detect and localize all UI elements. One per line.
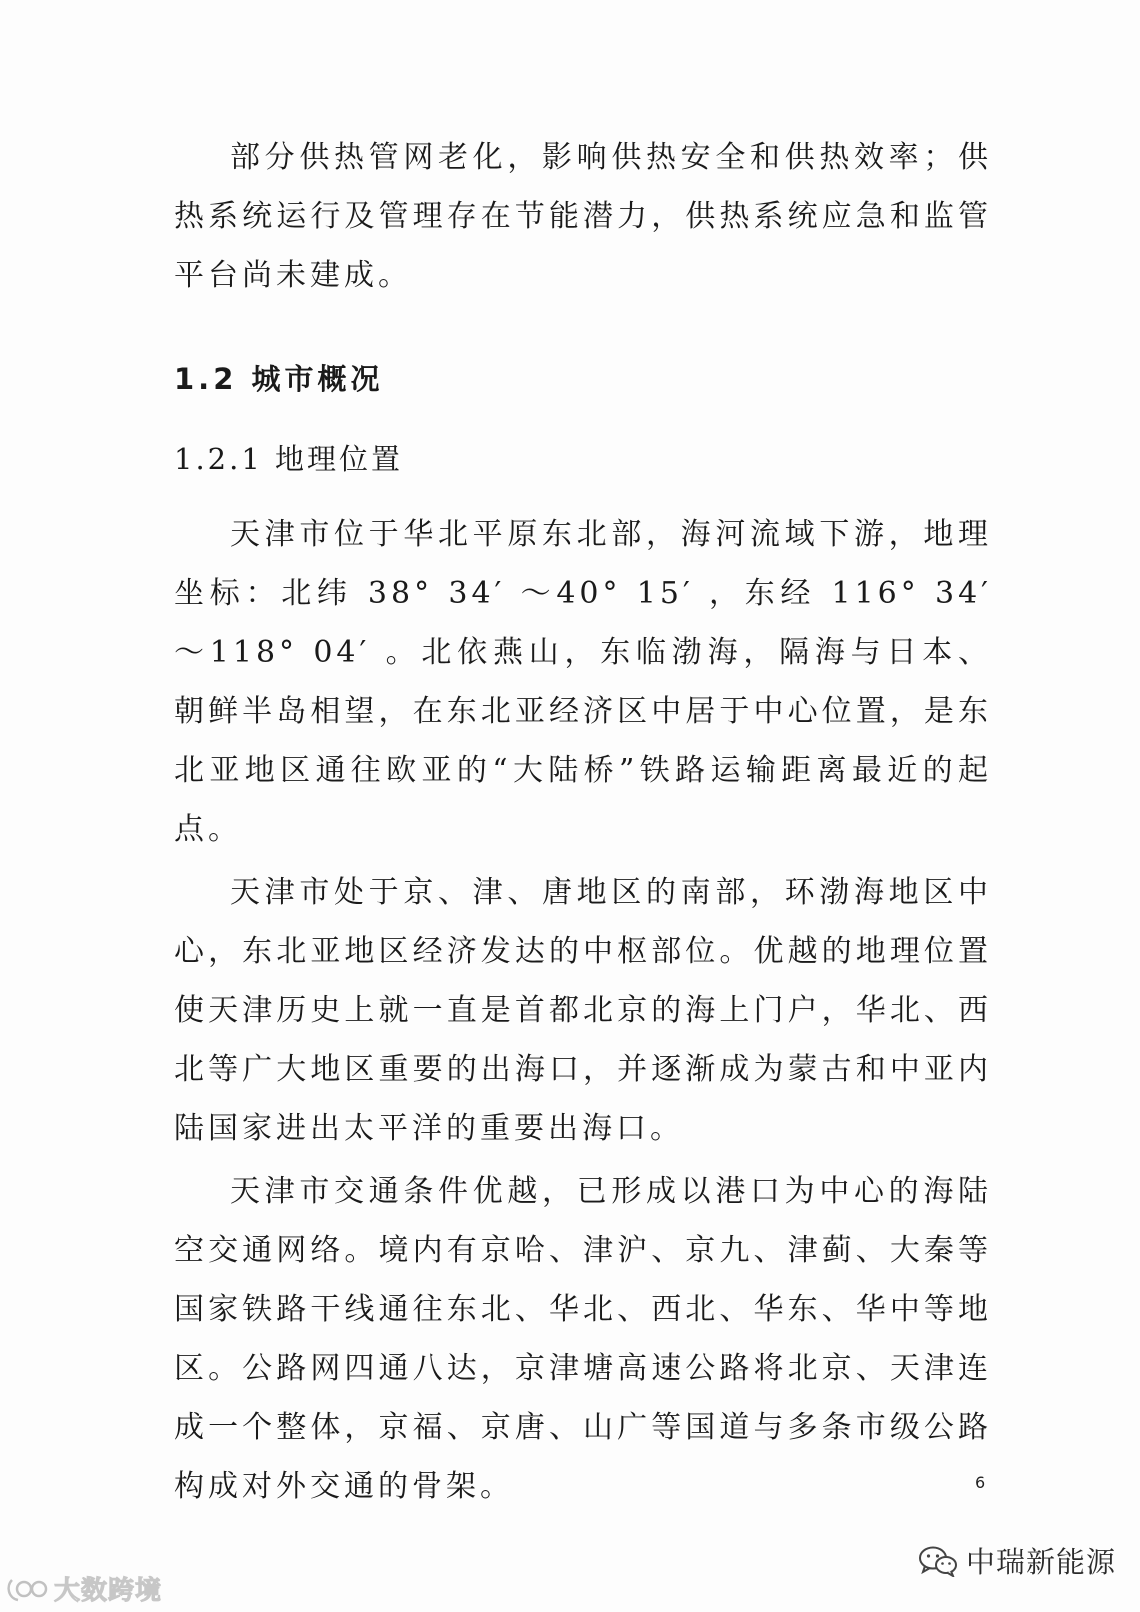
page-number: 6 bbox=[975, 1473, 986, 1492]
wechat-icon bbox=[918, 1545, 958, 1577]
paragraph-geo-region: 天津市处于京、津、唐地区的南部，环渤海地区中心，东北亚地区经济发达的中枢部位。优越的地理位置使天津历史上就一直是首都北京的海上门户，华北、西北等广大地区重要的出海口，并逐渐成为蒙古和中亚内陆国家进出太平洋的重要出海口。 bbox=[174, 875, 992, 1146]
subsection-heading: 1.2.1 地理位置 bbox=[174, 442, 404, 476]
paragraph-intro: 部分供热管网老化，影响供热安全和供热效率；供热系统运行及管理存在节能潜力，供热系统应急和监管平台尚未建成。 bbox=[174, 140, 992, 293]
document-body bbox=[174, 128, 992, 1516]
paragraph-geo-location: 天津市位于华北平原东北部，海河流域下游，地理坐标：北纬 38° 34′ ～40° 15′ ，东经 116° 34′ ～118° 04′ 。北依燕山，东临渤海，隔海与日本、朝鲜半岛相望，在东北亚经济区中居于中心位置，是东北亚地区通往欧亚的“大陆桥”铁路运输距离最近的起点。 bbox=[174, 517, 992, 847]
watermark-wechat bbox=[918, 1540, 1116, 1581]
watermark-logo bbox=[4, 1570, 162, 1607]
watermark-right-text: 中瑞新能源 bbox=[966, 1545, 1117, 1579]
logo-icon bbox=[4, 1572, 50, 1606]
paragraph-transport: 天津市交通条件优越，已形成以港口为中心的海陆空交通网络。境内有京哈、津沪、京九、津蓟、大秦等国家铁路干线通往东北、华北、西北、华东、华中等地区。公路网四通八达，京津塘高速公路将北京、天津连成一个整体，京福、京唐、山广等国道与多条市级公路构成对外交通的骨架。 bbox=[174, 1174, 992, 1504]
section-heading: 1.2 城市概况 bbox=[174, 362, 384, 396]
watermark-left-text: 大数跨境 bbox=[54, 1576, 163, 1606]
